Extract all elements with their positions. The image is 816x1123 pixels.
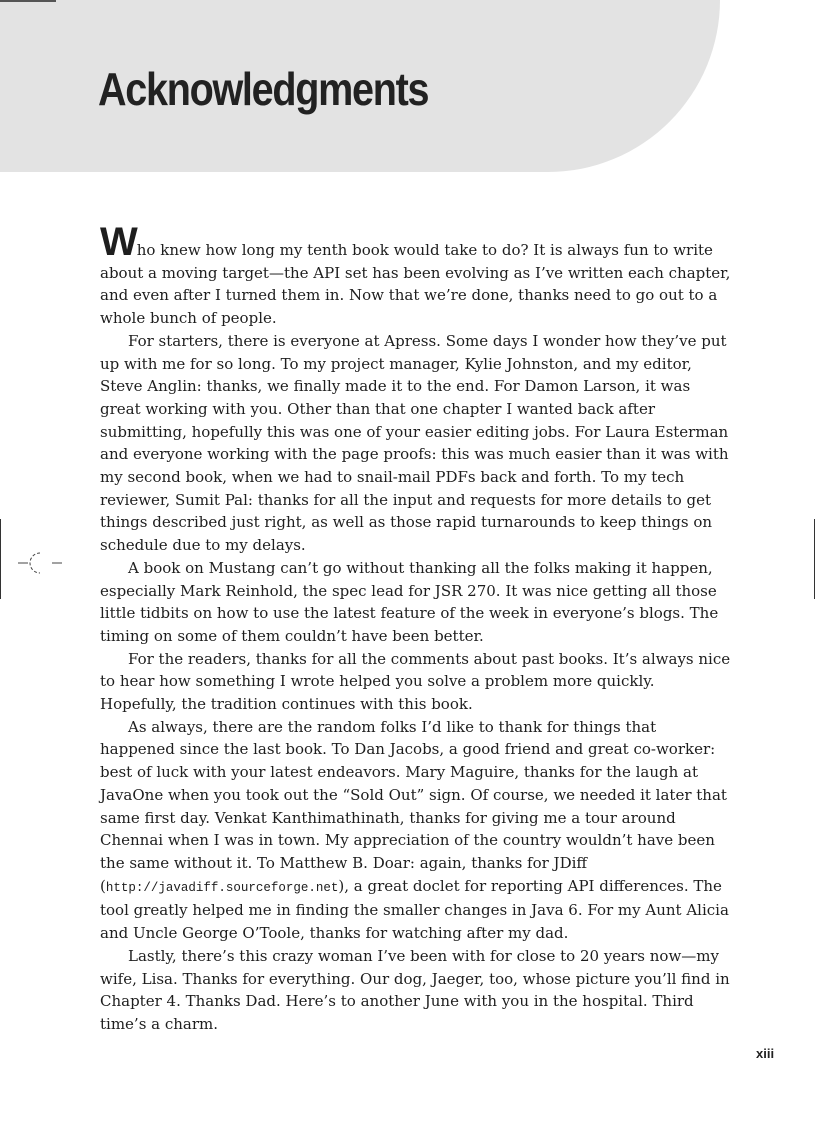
paragraph-2: For starters, there is everyone at Apress. Some days I wonder how they’ve put up with me for so long. To my project manager, Kylie Johnston, and my editor, Steve Anglin: thanks, we finally made it to the end. For Damon Larson, it was great working with you. Other than that one chapter I wanted back after submitting, hopefully this was one of your easier editing jobs. For Laura Esterman and everyone working with the page proofs: this was much easier than it was with my second book, when we had to snail-mail PDFs back and forth. To my tech reviewer, Sumit Pal: thanks for all the input and requests for more details to get things described just right, as well as those rapid turnarounds to keep things on schedule due to my delays. bbox=[100, 331, 729, 555]
margin-line-left bbox=[0, 519, 1, 599]
paragraph-3: A book on Mustang can’t go without thanking all the folks making it happen, especially Mark Reinhold, the spec lead for JSR 270. It was nice getting all those little tidbits on how to use the latest feature of the week in everyone’s blogs. The timing on some of them couldn’t have been better. bbox=[100, 558, 719, 645]
paragraph-1 bbox=[100, 220, 732, 330]
paragraph-5-text-a: As always, there are the random folks I’d like to thank for things that happened since the last book. To Dan Jacobs, a good friend and great co-worker: best of luck with your latest endeavors. Mary Maguire, thanks for the laugh at JavaOne when you took out the “Sold Out” sign. Of course, we needed it later that same first day. Venkat Kanthimathinath, thanks for giving me a tour around Chennai when I was in town. My appreciation of the country wouldn’t have been the same without it. To Matthew B. Doar: again, thanks for JDiff ( bbox=[100, 717, 727, 895]
drop-cap: W bbox=[100, 220, 137, 264]
paragraph-5-text-b: ), a great doclet for reporting API differences. The tool greatly helped me in finding the smaller changes in Java 6. For my Aunt Alicia and Uncle George O’Toole, thanks for watching after my dad. bbox=[100, 876, 729, 943]
margin-line-right bbox=[814, 519, 815, 599]
top-rule bbox=[0, 0, 56, 2]
paragraph-6: Lastly, there’s this crazy woman I’ve been with for close to 20 years now—my wife, Lisa. Thanks for everything. Our dog, Jaeger, too, whose picture you’ll find in Chapter 4. Thanks Dad. Here’s to another June with you in the hospital. Third time’s a charm. bbox=[100, 946, 730, 1033]
paragraph-1-text: ho knew how long my tenth book would take to do? It is always fun to write about a moving target—the API set has been evolving as I’ve written each chapter, and even after I turned them in. Now that we’re done, thanks need to go out to a whole bunch of people. bbox=[100, 241, 731, 328]
body-text bbox=[100, 220, 732, 1036]
chapter-title: Acknowledgments bbox=[98, 63, 429, 115]
page-number: xiii bbox=[756, 1046, 775, 1061]
paragraph-5 bbox=[100, 716, 732, 945]
crop-mark-icon bbox=[18, 548, 62, 578]
jdiff-url: http://javadiff.sourceforge.net bbox=[105, 880, 339, 895]
paragraph-4: For the readers, thanks for all the comments about past books. It’s always nice to hear how something I wrote helped you solve a problem more quickly. Hopefully, the tradition continues with this book. bbox=[100, 649, 731, 714]
